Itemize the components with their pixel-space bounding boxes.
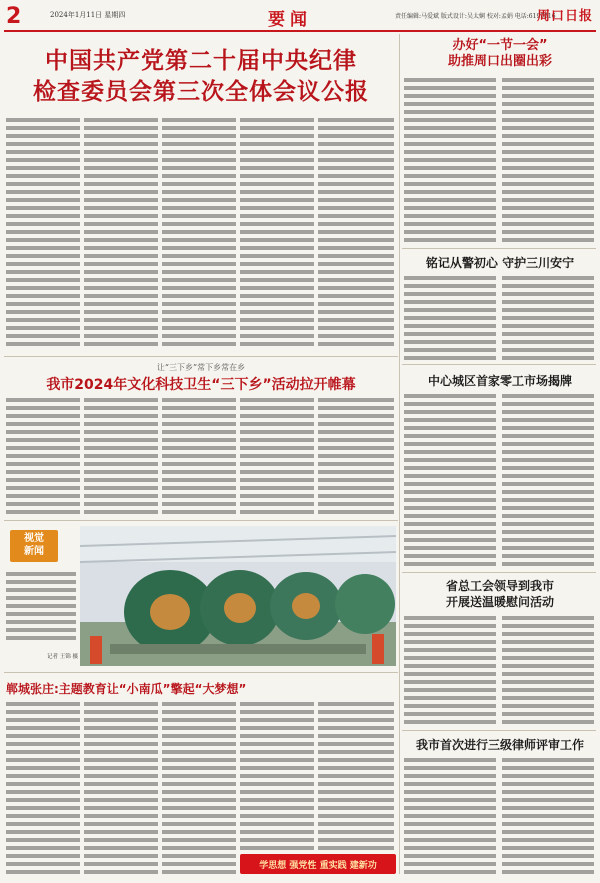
juncheng-col4 <box>240 700 314 850</box>
page-number: 2 <box>6 4 22 29</box>
union-col2 <box>502 614 594 726</box>
lead-headline-line1: 中国共产党第二十届中央纪律 <box>45 48 357 74</box>
zhongxin-title: 中心城区首家零工市场揭牌 <box>427 374 572 388</box>
divider-police <box>402 248 596 249</box>
shijue-photo <box>80 526 396 666</box>
juncheng-col2 <box>84 700 158 874</box>
juncheng-col3 <box>162 700 236 874</box>
police-title: 铭记从警初心 守护三川安宁 <box>425 256 575 270</box>
middle-col5 <box>318 396 394 516</box>
union-col1 <box>404 614 496 726</box>
right-top-title-line2: 助推周口出圈出彩 <box>447 54 552 69</box>
right-top-title-line1: 办好“一节一会” <box>452 38 548 53</box>
police-col1 <box>404 274 496 360</box>
factory-photo-art <box>80 526 396 666</box>
lead-article-col4 <box>240 116 314 350</box>
divider-shijue <box>4 520 398 521</box>
shijue-badge-text <box>12 532 56 558</box>
middle-col4 <box>240 396 314 516</box>
divider-bottom-right <box>402 730 596 731</box>
newspaper-logo: 周口日报 <box>537 9 594 24</box>
bottom-right-col2 <box>502 756 594 874</box>
shijue-badge-line2: 新闻 <box>24 546 44 557</box>
bottom-right-title: 我市首次进行三级律师评审工作 <box>415 738 584 752</box>
juncheng-col5 <box>318 700 394 850</box>
masthead-rule <box>4 30 596 32</box>
right-top-col2 <box>502 76 594 242</box>
divider-zhongxin <box>402 364 596 365</box>
lead-headline <box>10 46 392 108</box>
juncheng-col1 <box>6 700 80 874</box>
shijue-credit: 记者 王锦 摄 <box>47 654 78 660</box>
zhongxin-col1 <box>404 392 496 568</box>
police-col2 <box>502 274 594 360</box>
lead-article-col5 <box>318 116 394 350</box>
lead-headline-line2: 检查委员会第三次全体会议公报 <box>33 79 369 105</box>
column-divider <box>399 34 400 874</box>
shijue-caption <box>6 570 76 642</box>
slogan-banner-text: 学思想 强党性 重实践 建新功 <box>259 861 377 871</box>
right-top-col1 <box>404 76 496 242</box>
issue-date: 2024年1月11日 星期四 <box>50 11 126 19</box>
zhongxin-col2 <box>502 392 594 568</box>
editor-line: 责任编辑:马爱斌 版式设计:吴太娴 校对:孟娟 电话:6199516 <box>395 13 556 20</box>
juncheng-title: 郸城张庄:主题教育让“小南瓜”擎起“大梦想” <box>6 682 247 696</box>
middle-kicker: 让“三下乡”常下乡常在乡 <box>156 363 246 372</box>
divider-middle <box>4 356 398 357</box>
middle-col2 <box>84 396 158 516</box>
union-title-line2: 开展送温暖慰问活动 <box>445 595 554 609</box>
middle-col1 <box>6 396 80 516</box>
divider-juncheng <box>4 672 398 673</box>
lead-article-col2 <box>84 116 158 350</box>
middle-title: 我市2024年文化科技卫生“三下乡”活动拉开帷幕 <box>46 377 356 393</box>
right-top-title <box>404 38 596 70</box>
middle-col3 <box>162 396 236 516</box>
bottom-right-col1 <box>404 756 496 874</box>
lead-article-col3 <box>162 116 236 350</box>
union-title <box>404 578 596 610</box>
divider-union <box>402 572 596 573</box>
union-title-line1: 省总工会领导到我市 <box>445 579 554 593</box>
section-title: 要闻 <box>268 10 312 30</box>
shijue-badge-line1: 视觉 <box>24 533 44 544</box>
lead-article-col1 <box>6 116 80 350</box>
